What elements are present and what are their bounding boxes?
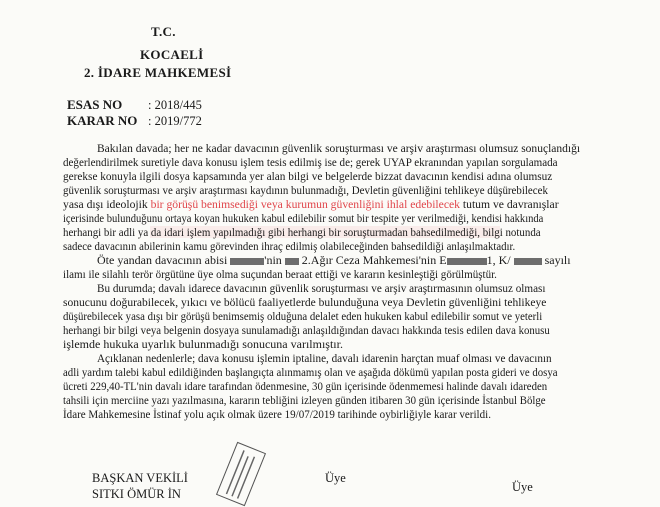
- body-text: tutum ve davranışlar: [462, 197, 559, 211]
- highlighted-text: bir görüşü benimsediği veya kurumun güvenliğini ihlal edebilecek: [150, 197, 460, 211]
- esas-label: ESAS NO: [67, 97, 123, 112]
- body-line: [63, 198, 559, 210]
- body-line: Bu durumda; davalı idarece davacının güvenlik soruşturması ve arşiv araştırmasının olumsuz olması: [97, 281, 546, 295]
- signature-title: BAŞKAN VEKİLİ: [92, 471, 188, 485]
- karar-value: : 2019/772: [148, 114, 202, 128]
- redaction-block: [285, 258, 299, 265]
- body-line: Bakılan davada; her ne kadar davacının güvenlik soruşturması ve arşiv araştırması olumsuz sonuçlandığı: [97, 141, 581, 155]
- body-line: ücreti 229,40-TL'nin davalı idare tarafından ödenmesine, 30 gün içerisinde ödenmemesi halinde davalı idareden: [63, 379, 548, 393]
- body-line: içerisinde bulunduğunu ortaya koyan hukuken kabul edilebilir somut bir tespite yer verilmediği, kendisi hakkında: [63, 211, 544, 225]
- wet-stamp-icon: [215, 441, 266, 507]
- signature-member-1: Üye: [325, 471, 346, 485]
- body-line: adli yardım talebi kabul edildiğinden başlangıçta alınmamış olan ve aşağıda dökümü yapılan posta gideri ve dosya: [63, 365, 558, 379]
- body-line: herhangi bir bilgi veya belgenin dosyaya sunulamadığı anlaşıldığından davacı hakkında tesis edilen dava konusu: [63, 323, 550, 337]
- body-line: herhangi bir adli ya da idari işlem yapılmadığı gibi herhangi bir soruşturmadan bahsedilmediği, bilgi notunda: [63, 225, 541, 239]
- signature-member-2: Üye: [512, 480, 533, 494]
- esas-value: : 2018/445: [148, 98, 202, 112]
- header-city: KOCAELİ: [140, 47, 204, 62]
- body-line: sonucunu doğurabilecek, yıkıcı ve bölücü faaliyetlerde bulunduğuna veya Devletin güvenliğini tehlikeye: [63, 295, 547, 309]
- body-line: tahsili için merciine yazı yazılmasına, kararın tebliğini izleyen günden itibaren 30 gün içerisinde İstanbul Bölge: [63, 393, 546, 407]
- body-line: güvenlik soruşturması ve arşiv araştırması kaydının bulunmadığı, Devletin güvenliğini tehlikeye düşürebilecek: [63, 183, 548, 197]
- body-line: işlemde hukuka uyarlık bulunmadığı sonucuna varılmıştır.: [63, 337, 343, 351]
- body-line: [97, 254, 571, 266]
- body-line: ilamı ile silahlı terör örgütüne üye olma suçundan beraat ettiği ve kararın kesinleştiği görülmüştür.: [63, 267, 497, 281]
- body-line: İdare Mahkemesine İstinaf yolu açık olmak üzere 19/07/2019 tarihinde oybirliğiyle karar verildi.: [63, 407, 491, 421]
- header-court: 2. İDARE MAHKEMESİ: [84, 65, 232, 80]
- body-line: değerlendirilmek suretiyle dava konusu işlem tesis edilmiş ise de; gerek UYAP ekranından yapılan sorgulamada: [63, 155, 558, 169]
- header-country: T.C.: [151, 24, 176, 39]
- karar-label: KARAR NO: [67, 113, 138, 128]
- body-line: düşürebilecek yasa dışı bir görüşü benimsemiş olduğuna delalet eden hukuken kabul edilebilir somut ve yeterli: [63, 309, 543, 323]
- body-line: Açıklanan nedenlerle; dava konusu işlemin iptaline, davalı idarenin harçtan muaf olması ve davacının: [97, 351, 552, 365]
- body-text: Öte yandan davacının abisi: [97, 253, 228, 267]
- body-text: 1, K/: [486, 253, 511, 267]
- body-line: sadece davacının abilerinin kamu görevinden ihraç edilmiş olabileceğinden bahsedildiği anlaşılmaktadır.: [63, 239, 516, 253]
- body-line: gerekse konuyla ilgili dosya kapsamında yer alan bilgi ve belgelerde bizzat davacının kendisi adına olumsuz: [63, 169, 553, 183]
- body-text: 'nin: [264, 253, 282, 267]
- body-text: 2.Ağır Ceza Mahkemesi'nin E: [301, 253, 447, 267]
- signature-name: SITKI ÖMÜR İN: [92, 487, 181, 501]
- body-text: yasa dışı ideolojik: [63, 197, 148, 211]
- redaction-block: [447, 258, 487, 265]
- redaction-block: [514, 258, 542, 265]
- redaction-block: [230, 258, 264, 265]
- body-text: sayılı: [544, 253, 571, 267]
